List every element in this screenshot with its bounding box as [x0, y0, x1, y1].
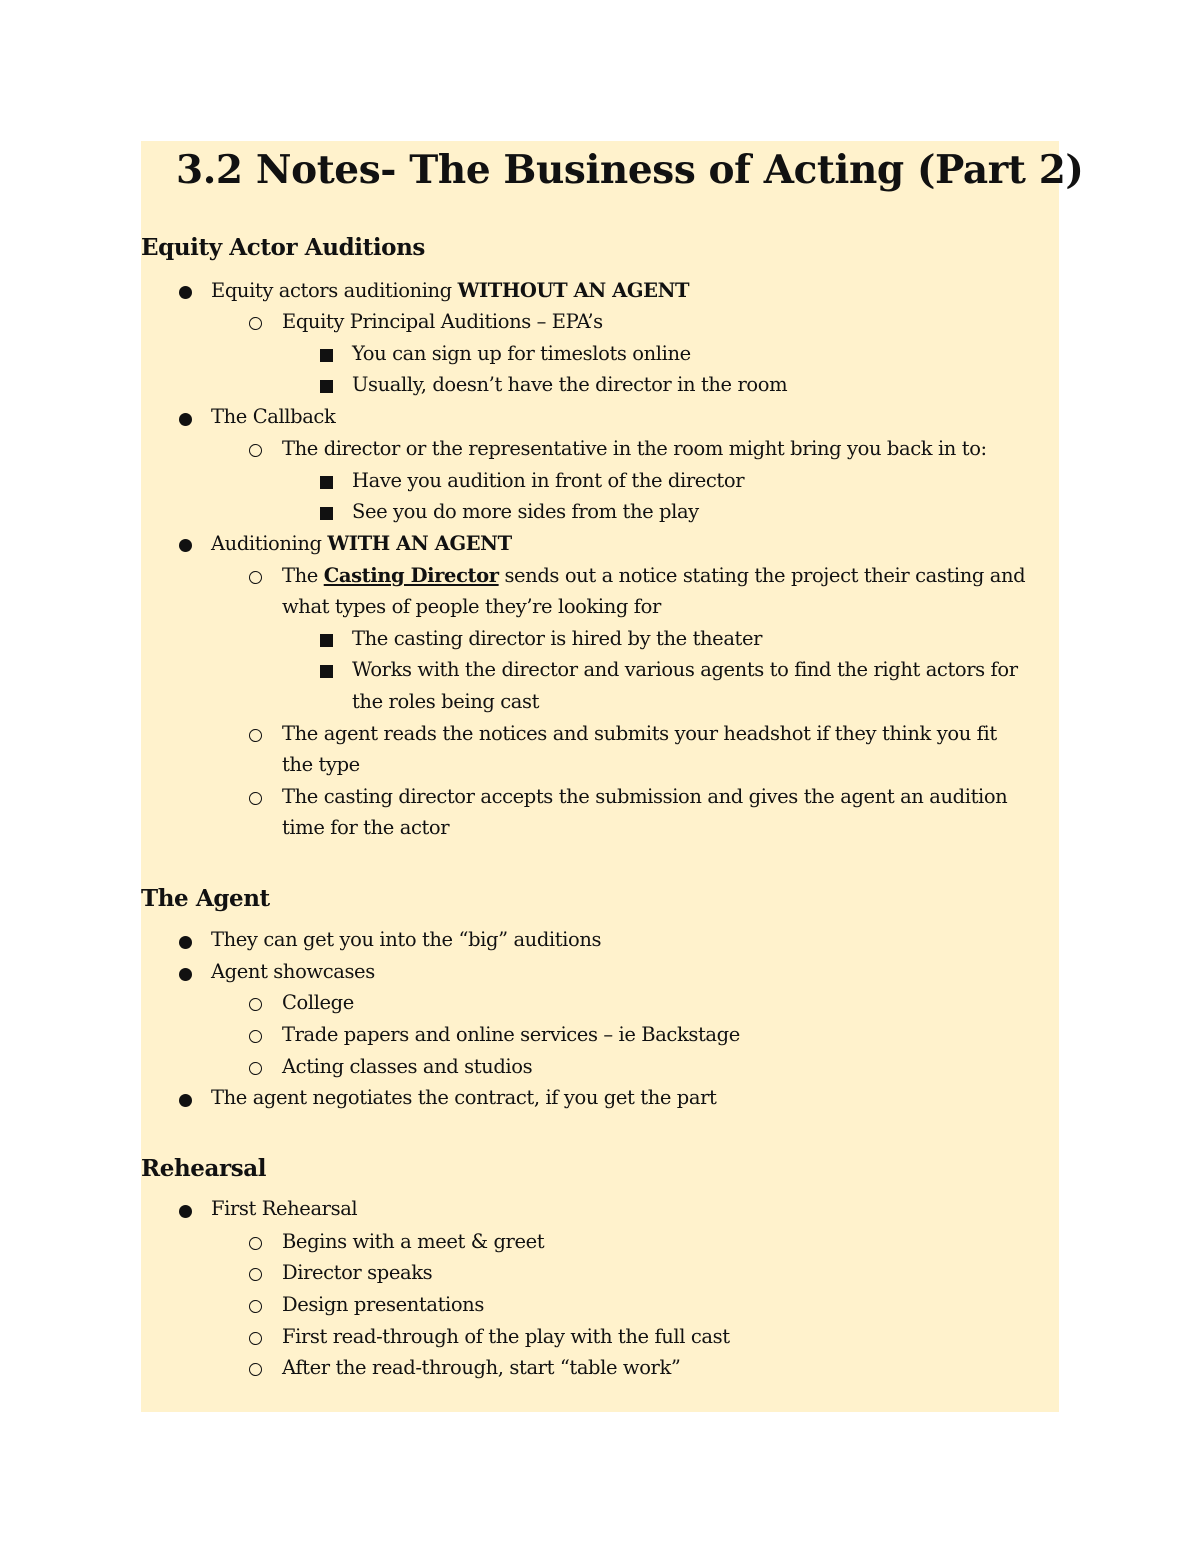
- list-item: Begins with a meet & greet: [282, 1230, 545, 1253]
- bullet-dot-icon: [179, 1205, 192, 1218]
- bullet-circle-icon: [249, 998, 262, 1011]
- bullet-circle-icon: [249, 1237, 262, 1250]
- list-item: You can sign up for timeslots online: [352, 342, 691, 365]
- bullet-square-icon: [320, 349, 333, 362]
- list-item: Usually, doesn’t have the director in the room: [352, 373, 788, 396]
- bullet-circle-icon: [249, 444, 262, 457]
- list-item-continuation: what types of people they’re looking for: [282, 595, 661, 618]
- list-item-continuation: the roles being cast: [352, 690, 540, 713]
- list-item: Have you audition in front of the director: [352, 469, 745, 492]
- list-item: The Casting Director sends out a notice stating the project their casting and: [282, 564, 1026, 587]
- section-heading-rehearsal: Rehearsal: [141, 1155, 267, 1182]
- list-item: They can get you into the “big” auditions: [211, 928, 602, 951]
- bullet-dot-icon: [179, 286, 192, 299]
- list-item: Trade papers and online services – ie Backstage: [282, 1023, 740, 1046]
- casting-director-term: Casting Director: [323, 564, 499, 587]
- bullet-square-icon: [320, 380, 333, 393]
- bullet-circle-icon: [249, 1363, 262, 1376]
- list-item: First read-through of the play with the full cast: [282, 1325, 730, 1348]
- bullet-circle-icon: [249, 1062, 262, 1075]
- list-item: Acting classes and studios: [282, 1055, 533, 1078]
- bullet-dot-icon: [179, 968, 192, 981]
- section-heading-equity: Equity Actor Auditions: [141, 234, 425, 261]
- bullet-circle-icon: [249, 1332, 262, 1345]
- list-item: After the read-through, start “table work”: [282, 1356, 681, 1379]
- list-item: Equity Principal Auditions – EPA’s: [282, 310, 603, 333]
- section-heading-agent: The Agent: [141, 885, 270, 912]
- bullet-circle-icon: [249, 571, 262, 584]
- list-item: First Rehearsal: [211, 1197, 358, 1220]
- bullet-circle-icon: [249, 1268, 262, 1281]
- list-item: The Callback: [211, 405, 336, 428]
- list-item: The agent reads the notices and submits your headshot if they think you fit: [282, 722, 997, 745]
- bullet-circle-icon: [249, 792, 262, 805]
- bullet-dot-icon: [179, 936, 192, 949]
- bullet-circle-icon: [249, 1030, 262, 1043]
- list-item: The casting director is hired by the theater: [352, 627, 763, 650]
- list-item-continuation: time for the actor: [282, 816, 450, 839]
- bullet-circle-icon: [249, 729, 262, 742]
- list-item: Equity actors auditioning WITHOUT AN AGENT: [211, 279, 690, 302]
- bullet-square-icon: [320, 634, 333, 647]
- bullet-square-icon: [320, 507, 333, 520]
- list-item: Works with the director and various agents to find the right actors for: [352, 658, 1018, 681]
- list-item: See you do more sides from the play: [352, 500, 699, 523]
- list-item: College: [282, 991, 354, 1014]
- list-item: Design presentations: [282, 1293, 484, 1316]
- list-item: Agent showcases: [211, 960, 375, 983]
- bullet-dot-icon: [179, 413, 192, 426]
- bullet-square-icon: [320, 665, 333, 678]
- list-item: The agent negotiates the contract, if you get the part: [211, 1086, 717, 1109]
- list-item-continuation: the type: [282, 753, 360, 776]
- page-title: 3.2 Notes- The Business of Acting (Part 2): [176, 147, 1084, 193]
- bullet-dot-icon: [179, 539, 192, 552]
- list-item: The director or the representative in the room might bring you back in to:: [282, 437, 987, 460]
- list-item: Director speaks: [282, 1261, 433, 1284]
- bullet-square-icon: [320, 476, 333, 489]
- bullet-circle-icon: [249, 1300, 262, 1313]
- list-item: Auditioning WITH AN AGENT: [211, 532, 512, 555]
- bullet-circle-icon: [249, 317, 262, 330]
- bullet-dot-icon: [179, 1094, 192, 1107]
- list-item: The casting director accepts the submission and gives the agent an audition: [282, 785, 1008, 808]
